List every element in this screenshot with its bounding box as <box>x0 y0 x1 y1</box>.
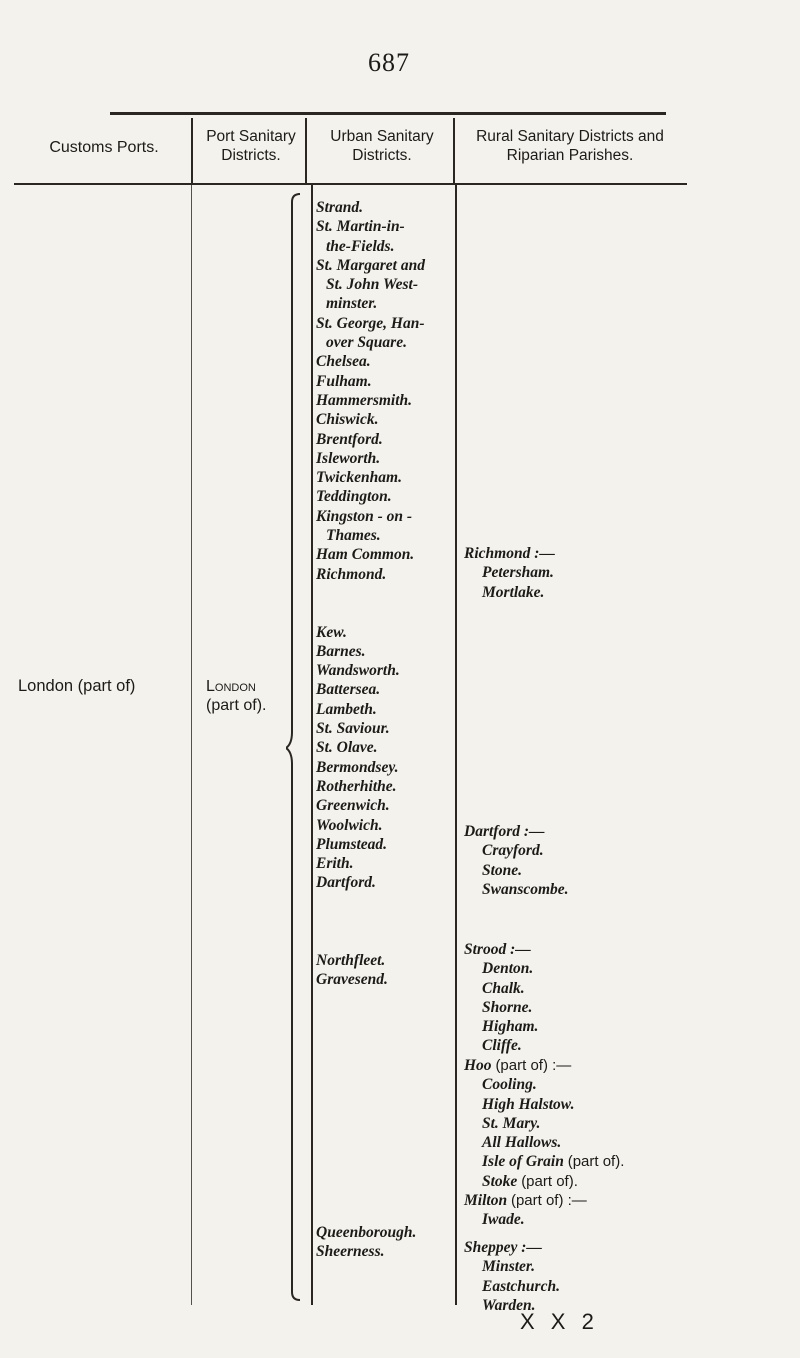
rural-parish: Higham. <box>482 1018 539 1036</box>
port-sanitary-qualifier: (part of). <box>206 697 267 714</box>
urban-district: Erith. <box>316 855 354 873</box>
rural-district-name: Strood :— <box>464 941 531 958</box>
urban-district: St. Saviour. <box>316 720 390 738</box>
header-urban-sanitary-line-2: Districts. <box>352 147 412 164</box>
rural-group-milton <box>464 1191 587 1230</box>
urban-districts-list <box>316 198 456 989</box>
brace-london <box>286 192 306 1304</box>
isle-of-grain-line <box>464 1152 624 1171</box>
urban-district: Chelsea. <box>316 353 371 371</box>
rural-parish: Shorne. <box>482 998 533 1016</box>
rural-parish: Cliffe. <box>482 1037 522 1055</box>
header-customs-ports: Customs Ports. <box>49 139 159 156</box>
urban-district: Hammersmith. <box>316 391 413 409</box>
urban-district: St. Martin-in- <box>316 218 405 236</box>
column-divider-2 <box>305 118 307 185</box>
rural-district-name: Richmond :— <box>464 545 555 562</box>
urban-district: Strand. <box>316 199 363 216</box>
rural-parish: Petersham. <box>482 564 554 582</box>
urban-district: Thames. <box>326 527 381 545</box>
rural-parish: Cooling. <box>482 1076 537 1094</box>
isle-of-grain: Isle of Grain <box>482 1153 564 1171</box>
urban-district: Woolwich. <box>316 816 383 834</box>
header-port-sanitary-line-1: Port Sanitary <box>206 128 296 145</box>
isle-qualifier: (part of). <box>567 1153 625 1171</box>
urban-district: Lambeth. <box>316 700 377 718</box>
rural-parish: High Halstow. <box>482 1095 575 1113</box>
urban-district: St. John West- <box>326 276 419 294</box>
urban-district: Twickenham. <box>316 469 402 487</box>
rural-parish: Chalk. <box>482 979 525 997</box>
urban-district: Greenwich. <box>316 797 390 815</box>
page-number: 687 <box>368 48 410 77</box>
top-rule <box>110 112 666 115</box>
header-urban-sanitary-line-1: Urban Sanitary <box>330 128 434 145</box>
urban-district: over Square. <box>326 334 407 352</box>
rural-group-strood <box>464 940 538 1056</box>
urban-district: Dartford. <box>316 874 376 892</box>
urban-district: Kingston - on - <box>316 507 413 525</box>
header-rural-sanitary <box>450 127 690 165</box>
stoke-qualifier: (part of). <box>521 1172 578 1190</box>
urban-districts-tail <box>316 1223 416 1262</box>
milton-line <box>464 1191 587 1210</box>
rural-parish: Warden. <box>482 1296 536 1314</box>
rural-parish: Iwade. <box>482 1211 525 1229</box>
rural-parish: Eastchurch. <box>482 1277 560 1295</box>
header-rule <box>14 183 687 185</box>
urban-district: St. George, Han- <box>316 314 425 332</box>
urban-district: Northfleet. <box>316 951 386 969</box>
rural-parish: Minster. <box>482 1258 535 1276</box>
column-divider-1-body <box>191 185 192 1305</box>
milton-name: Milton <box>464 1192 508 1209</box>
column-divider-3 <box>453 118 455 185</box>
urban-district: Chiswick. <box>316 411 379 429</box>
header-rural-sanitary-line-1: Rural Sanitary Districts and <box>476 128 664 145</box>
urban-district: Fulham. <box>316 372 372 390</box>
urban-district <box>316 912 456 931</box>
hoo-qualifier: (part of) :— <box>495 1057 572 1074</box>
column-divider-2-body <box>311 185 313 1305</box>
rural-group-sheppey <box>464 1238 560 1315</box>
urban-district: Rotherhithe. <box>316 777 397 795</box>
port-sanitary-london <box>206 677 266 715</box>
column-divider-1 <box>191 118 193 185</box>
urban-district: Richmond. <box>316 565 387 583</box>
rural-group-richmond <box>464 544 555 602</box>
rural-parish: Swanscombe. <box>482 880 569 898</box>
urban-district: Ham Common. <box>316 546 415 564</box>
signature-mark: X X 2 <box>520 1309 599 1334</box>
milton-qualifier: (part of) :— <box>510 1192 587 1209</box>
urban-district <box>316 931 456 950</box>
urban-district-sheerness: Sheerness. <box>316 1243 385 1261</box>
rural-parish: St. Mary. <box>482 1114 541 1132</box>
urban-district: Teddington. <box>316 488 392 506</box>
rural-parish: Mortlake. <box>482 583 545 601</box>
hoo-line <box>464 1056 624 1075</box>
urban-district: Plumstead. <box>316 835 388 853</box>
urban-district: Battersea. <box>316 681 381 699</box>
urban-district <box>316 893 456 912</box>
customs-port-london: London (part of) <box>18 677 136 695</box>
rural-parish: Stone. <box>482 861 523 879</box>
rural-parish: All Hallows. <box>482 1134 562 1152</box>
urban-district: St. Margaret and <box>316 256 425 274</box>
urban-district: Kew. <box>316 623 347 641</box>
urban-district: St. Olave. <box>316 739 378 757</box>
urban-district: the-Fields. <box>326 237 395 255</box>
rural-parish: Crayford. <box>482 842 544 860</box>
urban-district: Isleworth. <box>316 449 381 467</box>
header-port-sanitary <box>196 127 306 165</box>
urban-district: Gravesend. <box>316 970 388 988</box>
urban-district: Brentford. <box>316 430 383 448</box>
header-port-sanitary-line-2: Districts. <box>221 147 281 164</box>
header-rural-sanitary-line-2: Riparian Parishes. <box>506 147 634 164</box>
urban-district: Bermondsey. <box>316 758 399 776</box>
header-urban-sanitary <box>308 127 456 165</box>
urban-district: minster. <box>326 295 378 313</box>
hoo-name: Hoo <box>464 1057 492 1074</box>
rural-parish: Denton. <box>482 960 534 978</box>
urban-district: Barnes. <box>316 642 366 660</box>
urban-district: Wandsworth. <box>316 662 400 680</box>
urban-district-queenborough: Queenborough. <box>316 1224 417 1241</box>
stoke-line <box>464 1172 624 1191</box>
urban-district <box>316 584 456 603</box>
urban-district <box>316 603 456 622</box>
rural-district-name: Dartford :— <box>464 823 545 840</box>
rural-group-dartford <box>464 822 569 899</box>
rural-group-hoo <box>464 1056 624 1191</box>
stoke: Stoke <box>482 1172 518 1190</box>
port-sanitary-name: London <box>206 678 256 695</box>
rural-district-name: Sheppey :— <box>464 1239 542 1256</box>
